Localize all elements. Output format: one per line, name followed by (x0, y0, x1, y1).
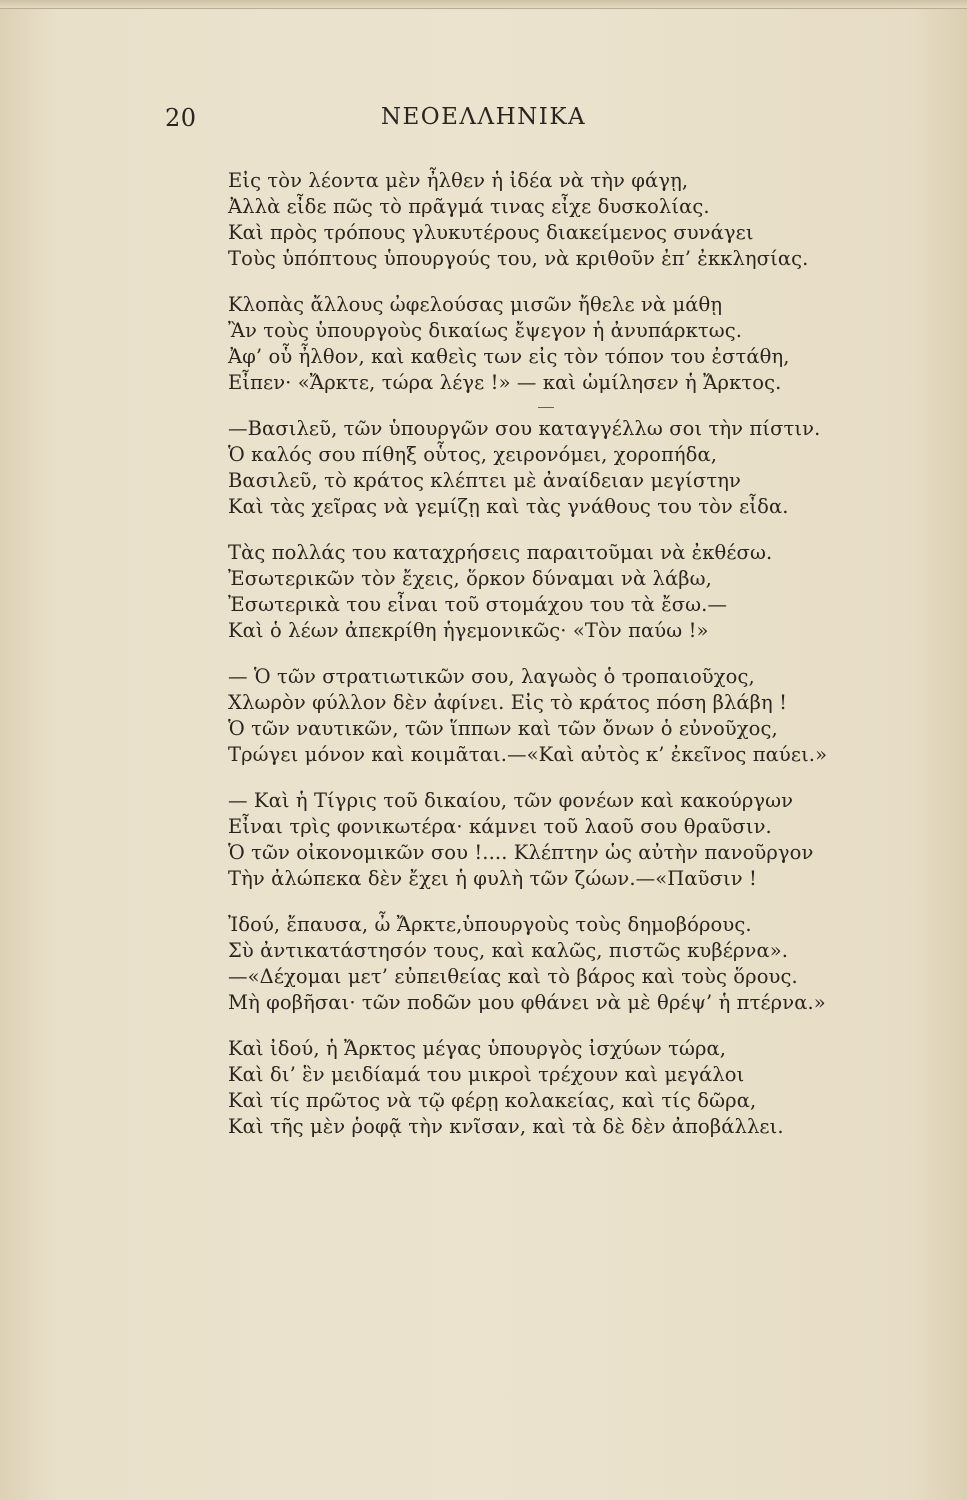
verse-line: Εἶπεν· «Ἄρκτε, τώρα λέγε !» — καὶ ὡμίλησεν ἡ Ἄρκτος. (228, 371, 782, 394)
page-top-edge (0, 0, 967, 9)
stanza (228, 788, 868, 892)
verse-line: Βασιλεῦ, τὸ κράτος κλέπτει μὲ ἀναίδειαν μεγίστην (228, 469, 741, 492)
verse-line: Καὶ ὁ λέων ἀπεκρίθη ἡγεμονικῶς· «Τὸν παύω !» (228, 619, 709, 642)
verse-line: Εἶναι τρὶς φονικωτέρα· κάμνει τοῦ λαοῦ σου θραῦσιν. (228, 815, 772, 838)
page-header (0, 104, 967, 144)
stanza (228, 664, 868, 768)
verse-line: Τοὺς ὑπόπτους ὑπουργούς του, νὰ κριθοῦν ἐπ’ ἐκκλησίας. (228, 247, 809, 270)
verse-line: Σὺ ἀντικατάστησόν τους, καὶ καλῶς, πιστῶς κυβέρνα». (228, 939, 789, 962)
verse-line: Τρώγει μόνον καὶ κοιμᾶται.—«Καὶ αὐτὸς κ’ ἐκεῖνος παύει.» (228, 743, 828, 766)
verse-line: Τὰς πολλάς του καταχρήσεις παραιτοῦμαι νὰ ἐκθέσω. (228, 541, 773, 564)
verse-line: Ἰδού, ἔπαυσα, ὦ Ἄρκτε,ὑπουργοὺς τοὺς δημοβόρους. (228, 913, 752, 936)
poem-body (228, 168, 868, 1160)
verse-line: Τὴν ἀλώπεκα δὲν ἔχει ἡ φυλὴ τῶν ζώων.—«Παῦσιν ! (228, 867, 757, 890)
verse-line: Καὶ τίς πρῶτος νὰ τῷ φέρῃ κολακείας, καὶ τίς δῶρα, (228, 1089, 757, 1112)
verse-line: Χλωρὸν φύλλον δὲν ἀφίνει. Εἰς τὸ κράτος πόση βλάβη ! (228, 691, 788, 714)
verse-line: Κλοπὰς ἄλλους ὠφελούσας μισῶν ἤθελε νὰ μάθῃ (228, 293, 723, 316)
stanza (228, 912, 868, 1016)
verse-line: Ἐσωτερικῶν τὸν ἔχεις, ὅρκον δύναμαι νὰ λάβω, (228, 567, 712, 590)
verse-line: Μὴ φοβῆσαι· τῶν ποδῶν μου φθάνει νὰ μὲ θρέψ’ ἡ πτέρνα.» (228, 991, 826, 1014)
verse-line: Καὶ τὰς χεῖρας νὰ γεμίζῃ καὶ τὰς γνάθους του τὸν εἶδα. (228, 495, 789, 518)
stanza (228, 168, 868, 272)
stanza (228, 540, 868, 644)
stanza-separator (228, 398, 868, 416)
verse-line: Καὶ τῆς μὲν ῥοφᾷ τὴν κνῖσαν, καὶ τὰ δὲ δὲν ἀποβάλλει. (228, 1115, 784, 1138)
verse-line: Ὁ τῶν ναυτικῶν, τῶν ἵππων καὶ τῶν ὄνων ὁ εὐνοῦχος, (228, 717, 778, 740)
verse-line: —«Δέχομαι μετ’ εὐπειθείας καὶ τὸ βάρος καὶ τοὺς ὅρους. (228, 965, 798, 988)
verse-line: Ἀφ’ οὗ ἦλθον, καὶ καθεὶς των εἰς τὸν τόπον του ἐστάθη, (228, 345, 790, 368)
verse-line: Ἀλλὰ εἶδε πῶς τὸ πρᾶγμά τινας εἶχε δυσκολίας. (228, 195, 710, 218)
verse-line: Εἰς τὸν λέοντα μὲν ἦλθεν ἡ ἰδέα νὰ τὴν φάγῃ, (228, 169, 689, 192)
stanza (228, 1036, 868, 1140)
running-title: ΝΕΟΕΛΛΗΝΙΚΑ (380, 104, 587, 130)
verse-line: Ἂν τοὺς ὑπουργοὺς δικαίως ἔψεγον ἡ ἀνυπάρκτως. (228, 319, 743, 342)
verse-line: — Καὶ ἡ Τίγρις τοῦ δικαίου, τῶν φονέων καὶ κακούργων (228, 789, 794, 812)
verse-line: — Ὁ τῶν στρατιωτικῶν σου, λαγωὸς ὁ τροπαιοῦχος, (228, 665, 755, 688)
verse-line: Καὶ πρὸς τρόπους γλυκυτέρους διακείμενος συνάγει (228, 221, 754, 244)
verse-line: Ὁ καλός σου πίθηξ οὗτος, χειρονόμει, χοροπήδα, (228, 443, 718, 466)
verse-line: Ἐσωτερικὰ του εἶναι τοῦ στομάχου του τὰ ἔσω.— (228, 593, 728, 616)
verse-line: Καὶ δι’ ἓν μειδίαμά του μικροὶ τρέχουν καὶ μεγάλοι (228, 1063, 745, 1086)
verse-line: Ὁ τῶν οἰκονομικῶν σου !.... Κλέπτην ὡς αὐτὴν πανοῦργον (228, 841, 814, 864)
page-number: 20 (165, 104, 197, 132)
stanza (228, 416, 868, 520)
verse-line: —Βασιλεῦ, τῶν ὑπουργῶν σου καταγγέλλω σοι τὴν πίστιν. (228, 417, 821, 440)
stanza (228, 292, 868, 396)
verse-line: Καὶ ἰδού, ἡ Ἄρκτος μέγας ὑπουργὸς ἰσχύων τώρα, (228, 1037, 727, 1060)
